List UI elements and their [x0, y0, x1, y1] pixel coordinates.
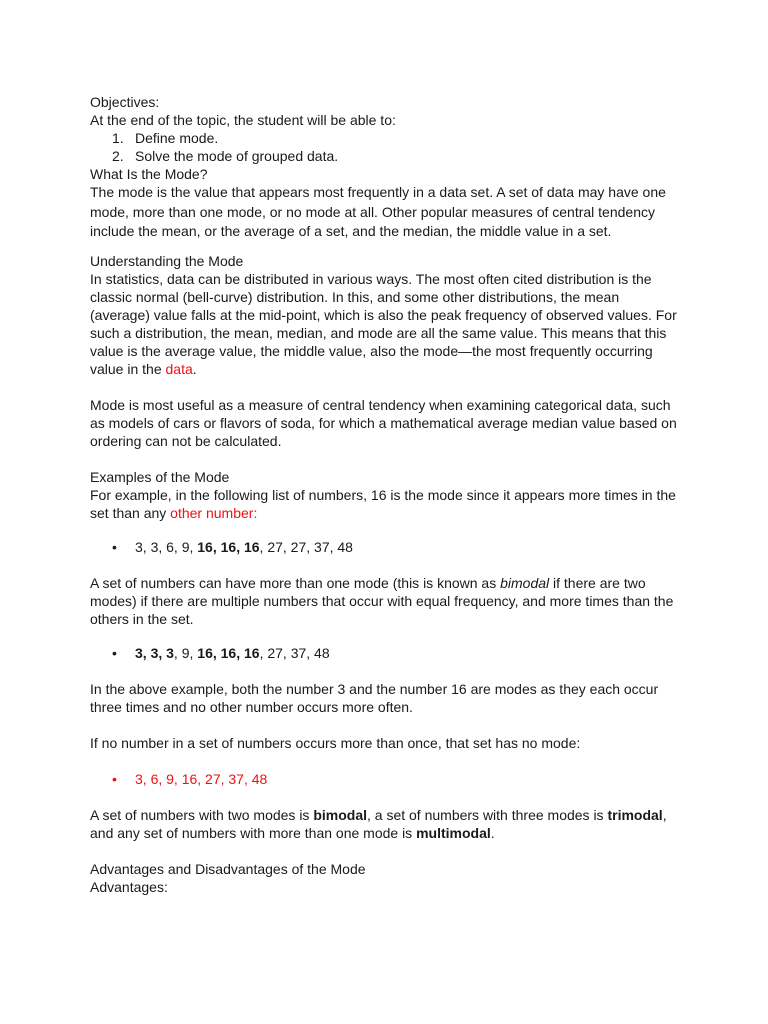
advantages-subheading: Advantages: — [90, 878, 168, 895]
objectives-list — [90, 129, 680, 165]
above-example-paragraph: In the above example, both the number 3 and the number 16 are modes as they each occur three times and no other number occurs more often. — [90, 680, 659, 715]
document-page — [90, 93, 680, 896]
terms-text: , a set of numbers with three modes is — [367, 806, 608, 823]
list-item-text: Solve the mode of grouped data. — [135, 148, 339, 164]
objectives-heading: Objectives: — [90, 94, 160, 110]
bullet-icon: • — [112, 538, 117, 555]
example-list-1 — [90, 538, 680, 556]
list-number: 2. — [112, 148, 124, 164]
bimodal-text-end: if there are two modes) if there are multiple numbers that occur with equal frequency, and more times than the others in the set. — [90, 574, 674, 627]
data-link[interactable]: data — [165, 360, 193, 377]
bullet-icon: • — [112, 644, 117, 661]
list-text: 3, 6, 9, 16, 27, 37, 48 — [135, 770, 268, 787]
term-bimodal: bimodal — [313, 806, 367, 823]
other-number-link[interactable]: other number: — [170, 504, 258, 521]
list-text-end: , 27, 27, 37, 48 — [259, 538, 353, 555]
understanding-body — [90, 270, 680, 378]
list-item — [90, 147, 680, 165]
term-trimodal: trimodal — [607, 806, 663, 823]
list-text-end: , 27, 37, 48 — [259, 644, 330, 661]
list-text: , 9, — [173, 644, 198, 661]
list-bold: 3, 3, 3 — [135, 644, 174, 661]
categorical-paragraph: Mode is most useful as a measure of central tendency when examining categorical data, such as models of cars or flavors of soda, for which a mathematical average median value based on ordering can not be calculated. — [90, 396, 677, 449]
objectives-intro: At the end of the topic, the student will be able to: — [90, 112, 396, 128]
understanding-heading: Understanding the Mode — [90, 252, 244, 269]
what-is-body: The mode is the value that appears most frequently in a data set. A set of data may have one mode, more than one mode, or no mode at all. Other popular measures of central tendency include the mean, or the average of a set, and the median, the middle value in a set. — [90, 184, 666, 239]
what-is-heading: What Is the Mode? — [90, 166, 208, 182]
bullet-icon: • — [112, 770, 117, 787]
list-item — [90, 538, 680, 556]
list-item — [90, 129, 680, 147]
bimodal-text: A set of numbers can have more than one mode (this is known as — [90, 574, 501, 591]
list-text: 3, 3, 6, 9, — [135, 538, 198, 555]
list-bold: 16, 16, 16 — [197, 538, 260, 555]
terms-text: A set of numbers with two modes is — [90, 806, 314, 823]
understanding-body-text: In statistics, data can be distributed in various ways. The most often cited distribution is the classic normal (bell-curve) distribution. In this, and some other distributions, the mean (average) value falls at the mid-point, which is also the peak frequency of observed values. For such a distribution, the mean, median, and mode are all the same value. This means that this value is the average value, the middle value, also the mode—the most frequently occurring value in the — [90, 270, 677, 377]
list-bold: 16, 16, 16 — [197, 644, 260, 661]
examples-body — [90, 486, 680, 522]
list-item — [90, 644, 680, 662]
list-item — [90, 770, 680, 788]
examples-heading: Examples of the Mode — [90, 468, 230, 485]
term-multimodal: multimodal — [416, 824, 491, 841]
no-mode-paragraph: If no number in a set of numbers occurs more than once, that set has no mode: — [90, 734, 581, 751]
list-item-text: Define mode. — [135, 130, 219, 146]
bimodal-em: bimodal — [500, 574, 550, 591]
bimodal-paragraph — [90, 574, 680, 628]
examples-body-text: For example, in the following list of numbers, 16 is the mode since it appears more times in the set than any — [90, 486, 676, 521]
terms-text: , and any set of numbers with more than one mode is — [90, 806, 667, 841]
list-number: 1. — [112, 130, 124, 146]
advantages-heading: Advantages and Disadvantages of the Mode — [90, 860, 366, 877]
example-list-2 — [90, 644, 680, 662]
example-list-3 — [90, 770, 680, 788]
modality-terms-paragraph — [90, 806, 680, 842]
understanding-body-end: . — [192, 360, 197, 377]
terms-text-end: . — [490, 824, 495, 841]
